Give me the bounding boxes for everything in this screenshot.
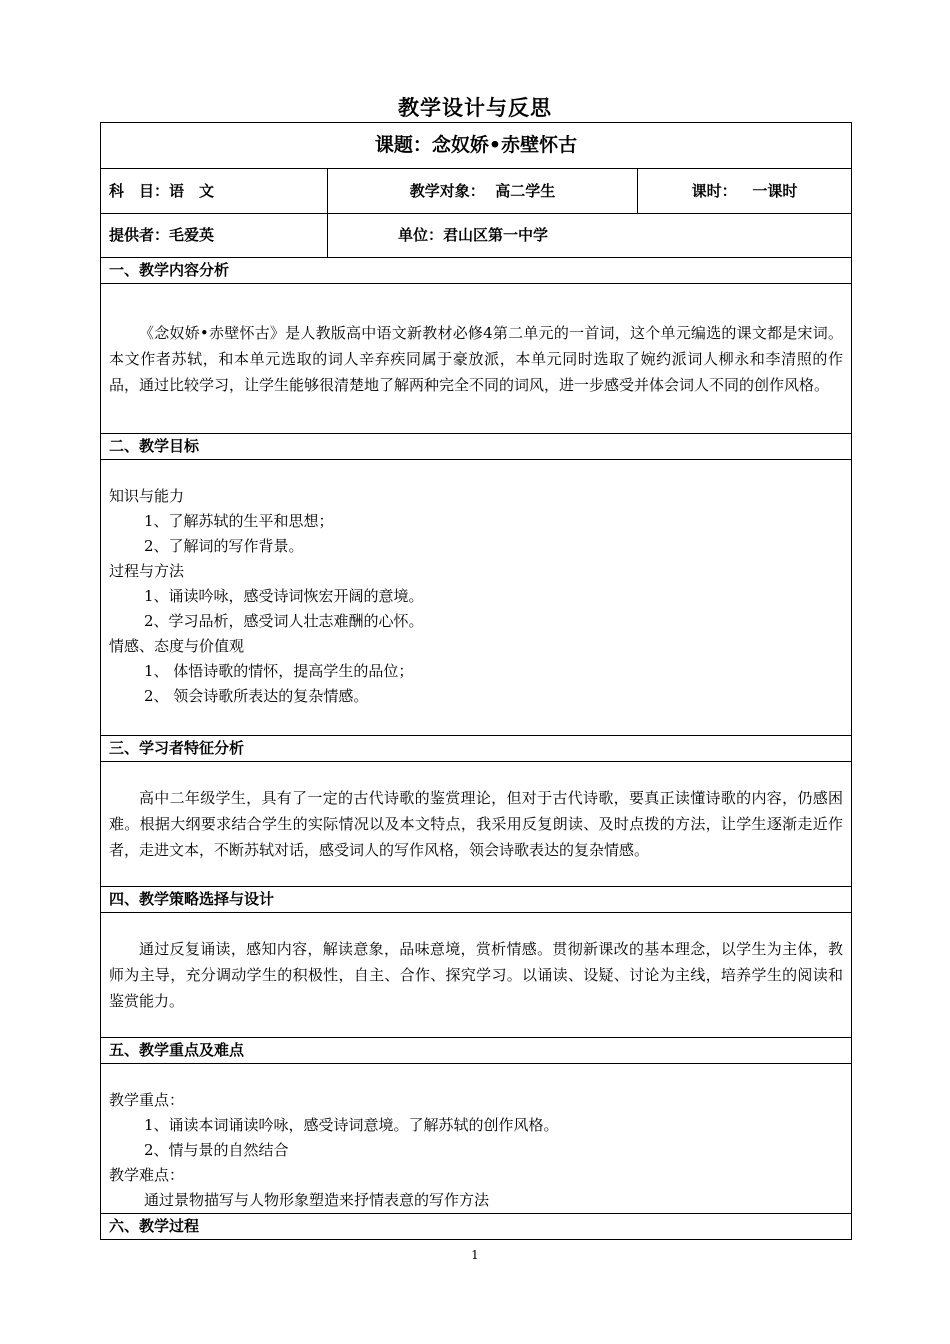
learner-analysis-text: 高中二年级学生，具有了一定的古代诗歌的鉴赏理论，但对于古代诗歌，要真正读懂诗歌的内容，仍感困难。根据大纲要求结合学生的实际情况以及本文特点，我采用反复朗读、及时点拨的方法，让学生逐渐走近作者，走进文本，不断苏轼对话，感受词人的写作风格，领会诗歌表达的复杂情感。: [109, 789, 844, 859]
section-heading-content-analysis: 一、教学内容分析: [101, 258, 852, 284]
section-body-strategy: [101, 913, 852, 1038]
strategy-text: 通过反复诵读，感知内容，解读意象，品味意境，赏析情感。贯彻新课改的基本理念，以学生为主体，教师为主导，充分调动学生的积极性，自主、合作、探究学习。以诵读、设疑、讨论为主线，培养学生的阅读和鉴赏能力。: [109, 940, 844, 1010]
audience-label: 教学对象：: [409, 181, 485, 200]
section-heading-teaching-goals: 二、教学目标: [101, 434, 852, 460]
lesson-plan-table: [100, 122, 852, 1240]
lesson-title: 课题：念奴娇•赤壁怀古: [101, 123, 852, 169]
difficulty-item: 通过景物描写与人物形象塑造来抒情表意的写作方法: [144, 1191, 490, 1209]
goal-item: 1、诵读吟咏，感受诗词恢宏开阔的意境。: [144, 587, 424, 605]
section-body-content-analysis: [101, 284, 852, 434]
page-title: 教学设计与反思: [398, 95, 552, 120]
audience-value: 高二学生: [495, 181, 556, 200]
difficulty-label: 教学难点：: [109, 1166, 185, 1184]
key-points-label: 教学重点：: [109, 1091, 185, 1109]
goal-item: 2、学习品析，感受词人壮志难酬的心怀。: [144, 612, 424, 630]
goal-category: 知识与能力: [109, 487, 185, 505]
content-analysis-text: 《念奴娇•赤壁怀古》是人教版高中语文新教材必修4第二单元的一首词，这个单元编选的课文都是宋词。本文作者苏轼，和本单元选取的词人辛弃疾同属于豪放派，本单元同时选取了婉约派词人柳永和李清照的作品，通过比较学习，让学生能够很清楚地了解两种完全不同的词风，进一步感受并体会词人不同的创作风格。: [109, 323, 844, 394]
section-body-key-points: [101, 1064, 852, 1214]
section-heading-key-points: 五、教学重点及难点: [101, 1038, 852, 1064]
goal-item: 1、 体悟诗歌的情怀，提高学生的品位；: [144, 662, 414, 680]
section-body-learner-analysis: [101, 762, 852, 887]
section-heading-learner-analysis: 三、学习者特征分析: [101, 736, 852, 762]
class-hours-value: 一课时: [752, 181, 798, 200]
key-point-item: 2、情与景的自然结合: [144, 1141, 289, 1159]
class-hours-label: 课时：: [691, 181, 737, 200]
class-hours-cell: [638, 169, 852, 214]
section-heading-teaching-process: 六、教学过程: [101, 1214, 852, 1240]
provider-cell: 提供者：毛爱英: [101, 214, 328, 258]
goal-item: 2、 领会诗歌所表达的复杂情感。: [144, 687, 369, 705]
subject-cell: 科 目：语 文: [101, 169, 328, 214]
goal-item: 2、了解词的写作背景。: [144, 537, 304, 555]
unit-cell: 单位：君山区第一中学: [328, 214, 852, 258]
page-number: 1: [471, 1248, 479, 1262]
goal-item: 1、了解苏轼的生平和思想；: [144, 512, 334, 530]
key-point-item: 1、诵读本词诵读吟咏，感受诗词意境。了解苏轼的创作风格。: [144, 1116, 559, 1134]
section-heading-strategy: 四、教学策略选择与设计: [101, 887, 852, 913]
section-body-teaching-goals: [101, 460, 852, 736]
goal-category: 情感、态度与价值观: [109, 637, 245, 655]
goal-category: 过程与方法: [109, 562, 185, 580]
audience-cell: [328, 169, 638, 214]
